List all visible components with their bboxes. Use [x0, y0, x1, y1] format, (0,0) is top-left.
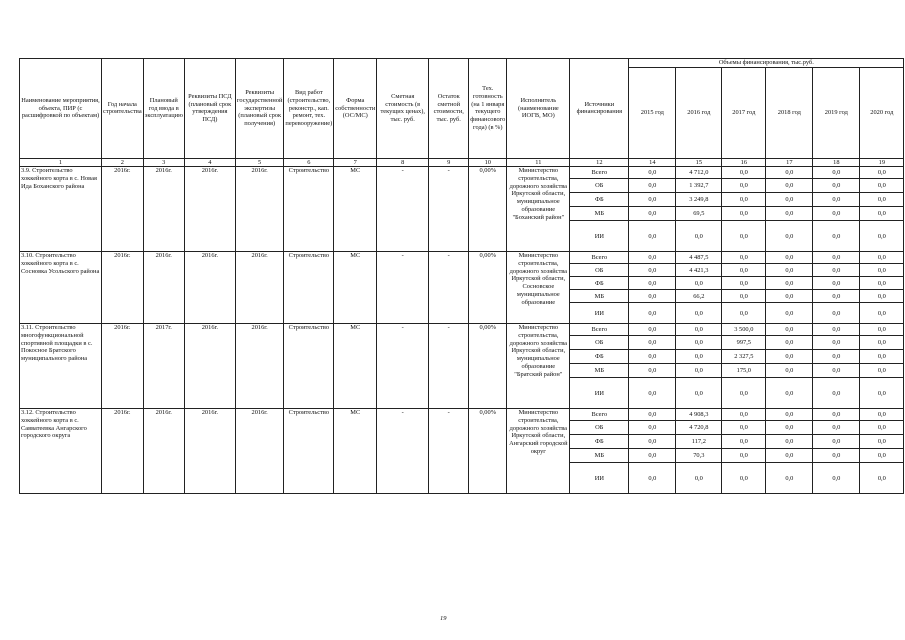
value-cell: 2 327,5 — [722, 350, 766, 364]
object-executor: Министерство строительства, дорожного хозяйства Иркутской области, Сосновское муниципальное образование — [507, 252, 570, 324]
value-cell: 0,0 — [813, 463, 860, 494]
value-cell: 1 392,7 — [676, 179, 722, 193]
source-cell: Всего — [570, 409, 629, 421]
column-number: 3 — [143, 158, 184, 167]
object-estimated-cost: - — [377, 324, 429, 409]
value-cell: 0,0 — [813, 193, 860, 207]
header-year-plan: Плановый год ввода в эксплуатацию — [143, 59, 184, 159]
value-cell: 0,0 — [860, 193, 904, 207]
source-cell: ФБ — [570, 193, 629, 207]
value-cell: 0,0 — [722, 193, 766, 207]
header-year-2017: 2017 год — [722, 67, 766, 158]
value-cell: 0,0 — [676, 303, 722, 324]
value-cell: 0,0 — [629, 364, 676, 378]
value-cell: 0,0 — [766, 193, 813, 207]
value-cell: 0,0 — [766, 435, 813, 449]
header-volumes: Объемы финансирования, тыс.руб. — [629, 59, 904, 68]
object-executor: Министерство строительства, дорожного хозяйства Иркутской области, муниципальное образование "Боханский район" — [507, 167, 570, 252]
column-number: 18 — [813, 158, 860, 167]
value-cell: 0,0 — [766, 167, 813, 179]
value-cell: 0,0 — [813, 221, 860, 252]
value-cell: 0,0 — [722, 277, 766, 290]
table-row — [20, 252, 904, 264]
value-cell: 0,0 — [676, 350, 722, 364]
object-expertise: 2016г. — [235, 324, 284, 409]
value-cell: 0,0 — [629, 421, 676, 435]
object-year-plan: 2016г. — [143, 167, 184, 252]
value-cell: 0,0 — [676, 378, 722, 409]
object-psd: 2016г. — [184, 409, 235, 494]
header-year-2020: 2020 год — [860, 67, 904, 158]
header-year-start: Год начала строительства — [102, 59, 144, 159]
source-cell: ФБ — [570, 350, 629, 364]
value-cell: 0,0 — [629, 463, 676, 494]
source-cell: ИИ — [570, 303, 629, 324]
value-cell: 0,0 — [860, 290, 904, 303]
value-cell: 0,0 — [860, 324, 904, 336]
value-cell: 0,0 — [676, 324, 722, 336]
object-expertise: 2016г. — [235, 167, 284, 252]
value-cell: 0,0 — [860, 252, 904, 264]
source-cell: ИИ — [570, 463, 629, 494]
source-cell: Всего — [570, 167, 629, 179]
value-cell: 0,0 — [860, 221, 904, 252]
value-cell: 0,0 — [813, 435, 860, 449]
value-cell: 0,0 — [629, 193, 676, 207]
source-cell: МБ — [570, 449, 629, 463]
object-work-type: Строительство — [284, 252, 334, 324]
value-cell: 0,0 — [766, 449, 813, 463]
value-cell: 0,0 — [813, 290, 860, 303]
financing-table — [19, 58, 904, 494]
column-number: 10 — [469, 158, 507, 167]
object-executor: Министерство строительства, дорожного хозяйства Иркутской области, муниципальное образование "Братский район" — [507, 324, 570, 409]
value-cell: 0,0 — [629, 221, 676, 252]
object-year-start: 2016г. — [102, 409, 144, 494]
column-number: 2 — [102, 158, 144, 167]
object-name: 3.10. Строительство хоккейного корта в с. Сосновка Усольского района — [20, 252, 102, 324]
value-cell: 997,5 — [722, 336, 766, 350]
value-cell: 0,0 — [766, 179, 813, 193]
object-ownership: МС — [334, 324, 377, 409]
page-number: 19 — [440, 615, 447, 622]
value-cell: 0,0 — [766, 463, 813, 494]
object-name: 3.9. Строительство хоккейного корта в с. Новая Ида Боханского района — [20, 167, 102, 252]
column-number: 9 — [429, 158, 469, 167]
value-cell: 4 908,3 — [676, 409, 722, 421]
source-cell: МБ — [570, 364, 629, 378]
column-number: 7 — [334, 158, 377, 167]
value-cell: 0,0 — [860, 350, 904, 364]
value-cell: 0,0 — [813, 421, 860, 435]
source-cell: ОБ — [570, 336, 629, 350]
object-ownership: МС — [334, 167, 377, 252]
column-number: 1 — [20, 158, 102, 167]
object-year-start: 2016г. — [102, 324, 144, 409]
column-number: 16 — [722, 158, 766, 167]
column-number: 5 — [235, 158, 284, 167]
source-cell: ОБ — [570, 179, 629, 193]
value-cell: 0,0 — [813, 324, 860, 336]
object-readiness: 0,00% — [469, 167, 507, 252]
value-cell: 0,0 — [629, 435, 676, 449]
value-cell: 0,0 — [629, 252, 676, 264]
object-remaining-cost: - — [429, 409, 469, 494]
value-cell: 0,0 — [629, 207, 676, 221]
value-cell: 4 421,3 — [676, 264, 722, 277]
value-cell: 0,0 — [813, 378, 860, 409]
value-cell: 0,0 — [629, 350, 676, 364]
header-readiness: Тех. готовность (на 1 января текущего финансового года) (в %) — [469, 59, 507, 159]
value-cell: 0,0 — [813, 336, 860, 350]
value-cell: 0,0 — [766, 277, 813, 290]
object-work-type: Строительство — [284, 409, 334, 494]
value-cell: 0,0 — [813, 179, 860, 193]
value-cell: 0,0 — [629, 264, 676, 277]
value-cell: 0,0 — [722, 207, 766, 221]
header-year-2019: 2019 год — [813, 67, 860, 158]
object-work-type: Строительство — [284, 324, 334, 409]
object-work-type: Строительство — [284, 167, 334, 252]
column-number: 19 — [860, 158, 904, 167]
object-year-start: 2016г. — [102, 167, 144, 252]
value-cell: 3 249,8 — [676, 193, 722, 207]
value-cell: 0,0 — [860, 277, 904, 290]
object-remaining-cost: - — [429, 252, 469, 324]
value-cell: 0,0 — [813, 350, 860, 364]
header-name: Наименование мероприятия, объекта, ПИР (с расшифровкой по объектам) — [20, 59, 102, 159]
value-cell: 0,0 — [629, 277, 676, 290]
header-psd: Реквизиты ПСД (плановый срок утверждения ПСД) — [184, 59, 235, 159]
source-cell: ОБ — [570, 421, 629, 435]
header-expertise: Реквизиты государственной экспертизы (плановый срок получения) — [235, 59, 284, 159]
value-cell: 0,0 — [860, 421, 904, 435]
value-cell: 0,0 — [766, 264, 813, 277]
header-year-2018: 2018 год — [766, 67, 813, 158]
value-cell: 0,0 — [813, 364, 860, 378]
value-cell: 0,0 — [813, 277, 860, 290]
object-estimated-cost: - — [377, 167, 429, 252]
value-cell: 0,0 — [722, 290, 766, 303]
column-number: 17 — [766, 158, 813, 167]
source-cell: ФБ — [570, 435, 629, 449]
object-estimated-cost: - — [377, 409, 429, 494]
value-cell: 0,0 — [860, 167, 904, 179]
column-number: 12 — [570, 158, 629, 167]
value-cell: 0,0 — [766, 350, 813, 364]
value-cell: 4 712,0 — [676, 167, 722, 179]
table-body — [20, 167, 904, 494]
column-number: 4 — [184, 158, 235, 167]
value-cell: 0,0 — [629, 409, 676, 421]
value-cell: 0,0 — [813, 264, 860, 277]
column-number: 15 — [676, 158, 722, 167]
value-cell: 0,0 — [813, 207, 860, 221]
value-cell: 0,0 — [860, 378, 904, 409]
value-cell: 0,0 — [722, 463, 766, 494]
value-cell: 0,0 — [813, 449, 860, 463]
value-cell: 0,0 — [860, 409, 904, 421]
object-ownership: МС — [334, 252, 377, 324]
object-ownership: МС — [334, 409, 377, 494]
object-name: 3.12. Строительство хоккейного корта в с. Савватеевка Ангарского городского округа — [20, 409, 102, 494]
value-cell: 0,0 — [766, 324, 813, 336]
value-cell: 0,0 — [766, 303, 813, 324]
header-executor: Исполнитель (наименование ИОГВ, МО) — [507, 59, 570, 159]
header-year-2015: 2015 год — [629, 67, 676, 158]
value-cell: 0,0 — [722, 435, 766, 449]
object-year-plan: 2016г. — [143, 252, 184, 324]
value-cell: 0,0 — [629, 179, 676, 193]
value-cell: 0,0 — [860, 435, 904, 449]
value-cell: 4 487,5 — [676, 252, 722, 264]
value-cell: 0,0 — [766, 421, 813, 435]
value-cell: 0,0 — [629, 324, 676, 336]
value-cell: 0,0 — [676, 277, 722, 290]
value-cell: 0,0 — [766, 290, 813, 303]
value-cell: 69,5 — [676, 207, 722, 221]
value-cell: 0,0 — [722, 421, 766, 435]
source-cell: ИИ — [570, 378, 629, 409]
value-cell: 0,0 — [722, 303, 766, 324]
value-cell: 0,0 — [629, 336, 676, 350]
header-estimated-cost: Сметная стоимость (в текущих ценах), тыс. руб. — [377, 59, 429, 159]
value-cell: 66,2 — [676, 290, 722, 303]
value-cell: 0,0 — [722, 179, 766, 193]
value-cell: 0,0 — [766, 252, 813, 264]
value-cell: 0,0 — [813, 167, 860, 179]
object-psd: 2016г. — [184, 324, 235, 409]
header-year-2016: 2016 год — [676, 67, 722, 158]
object-remaining-cost: - — [429, 167, 469, 252]
column-number: 11 — [507, 158, 570, 167]
source-cell: Всего — [570, 252, 629, 264]
object-readiness: 0,00% — [469, 252, 507, 324]
value-cell: 0,0 — [629, 167, 676, 179]
value-cell: 70,3 — [676, 449, 722, 463]
value-cell: 0,0 — [860, 303, 904, 324]
value-cell: 0,0 — [629, 378, 676, 409]
object-psd: 2016г. — [184, 167, 235, 252]
column-numbers-row — [20, 158, 904, 167]
value-cell: 4 720,8 — [676, 421, 722, 435]
value-cell: 0,0 — [722, 264, 766, 277]
value-cell: 0,0 — [722, 378, 766, 409]
value-cell: 0,0 — [860, 264, 904, 277]
object-estimated-cost: - — [377, 252, 429, 324]
value-cell: 0,0 — [766, 364, 813, 378]
value-cell: 117,2 — [676, 435, 722, 449]
object-year-plan: 2017г. — [143, 324, 184, 409]
column-number: 14 — [629, 158, 676, 167]
header-ownership: Форма собственности (ОС/МС) — [334, 59, 377, 159]
value-cell: 0,0 — [629, 303, 676, 324]
object-remaining-cost: - — [429, 324, 469, 409]
value-cell: 0,0 — [629, 290, 676, 303]
value-cell: 0,0 — [722, 221, 766, 252]
table-row — [20, 167, 904, 179]
value-cell: 0,0 — [766, 409, 813, 421]
value-cell: 0,0 — [860, 364, 904, 378]
value-cell: 0,0 — [813, 303, 860, 324]
table-row — [20, 409, 904, 421]
value-cell: 0,0 — [676, 364, 722, 378]
header-remaining-cost: Остаток сметной стоимости, тыс. руб. — [429, 59, 469, 159]
value-cell: 0,0 — [813, 252, 860, 264]
object-name: 3.11. Строительство многофункциональной спортивной площадки в с. Покосное Братского муниципального района — [20, 324, 102, 409]
value-cell: 0,0 — [722, 252, 766, 264]
value-cell: 0,0 — [629, 449, 676, 463]
object-expertise: 2016г. — [235, 409, 284, 494]
source-cell: ФБ — [570, 277, 629, 290]
header-sources: Источники финансирования — [570, 59, 629, 159]
value-cell: 0,0 — [676, 463, 722, 494]
source-cell: ИИ — [570, 221, 629, 252]
column-number: 8 — [377, 158, 429, 167]
object-year-start: 2016г. — [102, 252, 144, 324]
object-executor: Министерство строительства, дорожного хозяйства Иркутской области, Ангарский городской округ — [507, 409, 570, 494]
value-cell: 175,0 — [722, 364, 766, 378]
value-cell: 0,0 — [860, 207, 904, 221]
value-cell: 0,0 — [722, 167, 766, 179]
object-year-plan: 2016г. — [143, 409, 184, 494]
value-cell: 0,0 — [722, 409, 766, 421]
source-cell: Всего — [570, 324, 629, 336]
object-expertise: 2016г. — [235, 252, 284, 324]
source-cell: ОБ — [570, 264, 629, 277]
value-cell: 0,0 — [813, 409, 860, 421]
column-number: 6 — [284, 158, 334, 167]
value-cell: 0,0 — [860, 449, 904, 463]
header-work-type: Вид работ (строительство, реконстр., кап. ремонт, тех. перевооружение) — [284, 59, 334, 159]
value-cell: 0,0 — [860, 179, 904, 193]
value-cell: 0,0 — [766, 207, 813, 221]
value-cell: 0,0 — [860, 463, 904, 494]
value-cell: 0,0 — [722, 449, 766, 463]
object-psd: 2016г. — [184, 252, 235, 324]
source-cell: МБ — [570, 207, 629, 221]
value-cell: 0,0 — [860, 336, 904, 350]
value-cell: 0,0 — [766, 336, 813, 350]
source-cell: МБ — [570, 290, 629, 303]
table-row — [20, 324, 904, 336]
object-readiness: 0,00% — [469, 324, 507, 409]
value-cell: 0,0 — [766, 378, 813, 409]
value-cell: 3 500,0 — [722, 324, 766, 336]
value-cell: 0,0 — [676, 336, 722, 350]
value-cell: 0,0 — [766, 221, 813, 252]
object-readiness: 0,00% — [469, 409, 507, 494]
value-cell: 0,0 — [676, 221, 722, 252]
